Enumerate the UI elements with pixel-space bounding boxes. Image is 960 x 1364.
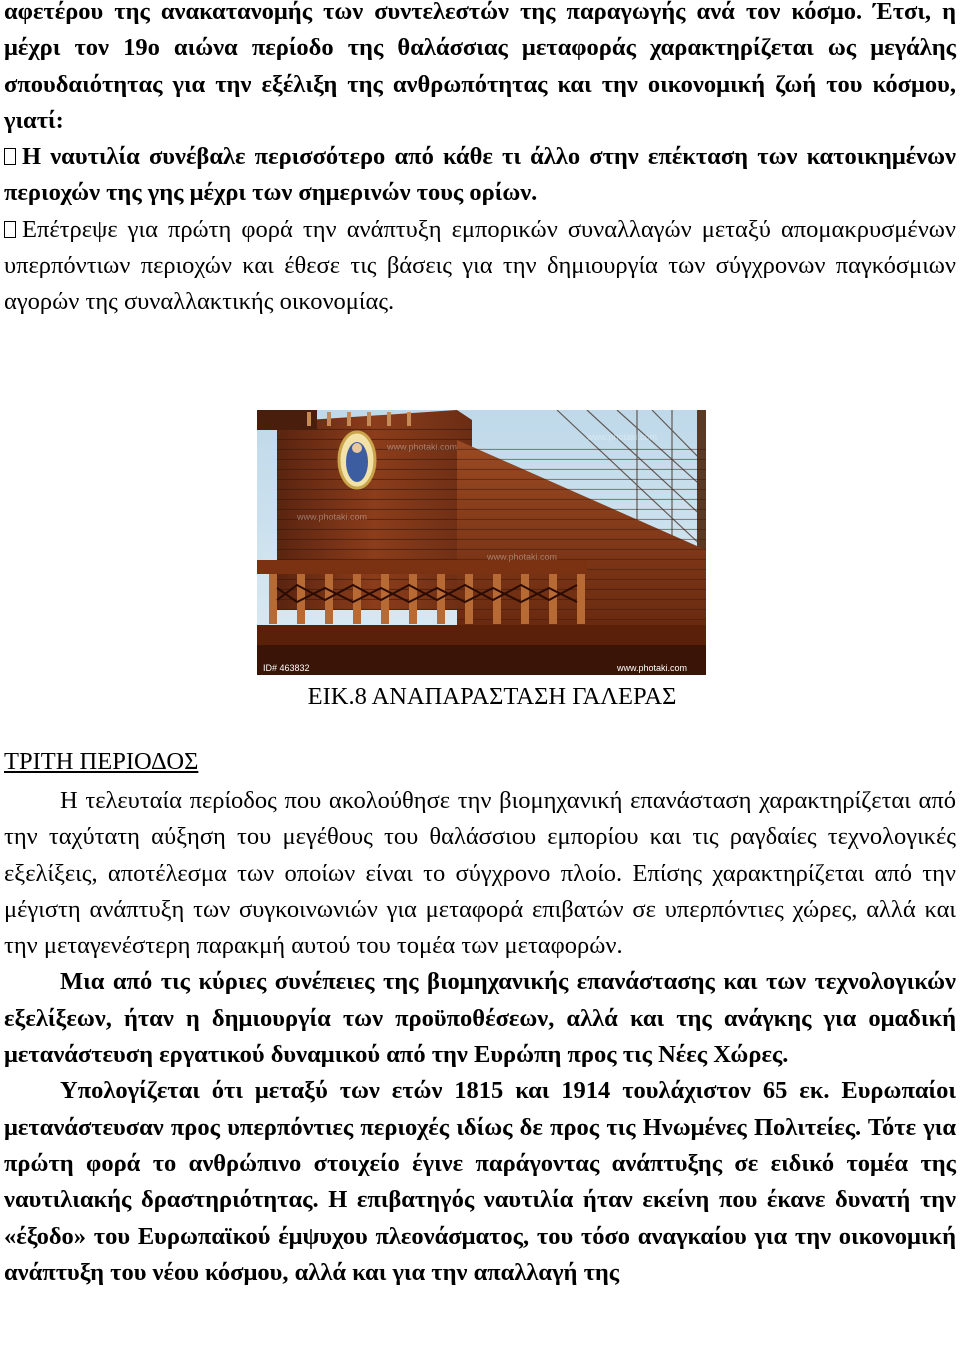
bullet-text: Η ναυτιλία συνέβαλε περισσότερο από κάθε τι άλλο στην επέκταση των κατοικημένων περιοχών της γης μέχρι των σημερινών τους ορίων. [4, 143, 956, 207]
watermark: www.photaki.com [297, 512, 368, 522]
galley-photo [257, 410, 706, 675]
checkbox-bullet-icon [4, 148, 16, 165]
figure-caption: ΕΙΚ.8 ΑΝΑΠΑΡΑΣΤΑΣΗ ΓΑΛΕΡΑΣ [307, 683, 677, 710]
watermark: www.photaki.com [487, 552, 558, 562]
intro-paragraph: αφετέρου της ανακατανομής των συντελεστών της παραγωγής ανά τον κόσμο. Έτσι, η μέχρι τον 19ο αιώνα περίοδο της θαλάσσιας μεταφοράς χαρακτηρίζεται ως μεγάλης σπουδαιότητας για την εξέλιξη της ανθρωπότητας και την οικονομική ζωή του κόσμου, γιατί: [4, 0, 956, 134]
watermark: www.photaki.com [387, 442, 458, 452]
bullet-item [4, 139, 956, 212]
galley-illustration [257, 410, 706, 675]
section-paragraph: Υπολογίζεται ότι μεταξύ των ετών 1815 και 1914 τουλάχιστον 65 εκ. Ευρωπαίοι μετανάστευσαν προς υπερπόντιες περιοχές ιδίως δε προς τις Ηνωμένες Πολιτείες. Τότε για πρώτη φορά το ανθρώπινο στοιχείο έγινε παράγοντας ανάπτυξης σε ειδικό τομέα της ναυτιλιακής δραστηριότητας. Η επιβατηγός ναυτιλία ήταν εκείνη που έκανε δυνατή την «έξοδο» του Ευρωπαϊκού έμψυχου πλεονάσματος, του τόσο αναγκαίου για την οικονομική ανάπτυξη του νέου κόσμου, αλλά και για την απαλλαγή της [4, 1077, 956, 1286]
section-title: ΤΡΙΤΗ ΠΕΡΙΟΔΟΣ [4, 748, 199, 775]
section-paragraph: Μια από τις κύριες συνέπειες της βιομηχανικής επανάστασης και των τεχνολογικών εξελίξεων, ήταν η δημιουργία των προϋποθέσεων, αλλά και της ανάγκης για ομαδική μετανάστευση εργατικού δυναμικού από την Ευρώπη προς τις Νέες Χώρες. [4, 968, 956, 1069]
bullet-item [4, 212, 956, 321]
section-body [4, 783, 956, 1291]
section-paragraph: Η τελευταία περίοδος που ακολούθησε την βιομηχανική επανάσταση χαρακτηρίζεται από την ταχύτατη αύξηση του μεγέθους του θαλάσσιου εμπορίου και τις ραγδαίες τεχνολογικές εξελίξεις, αποτέλεσμα των οποίων είναι το σύγχρονο πλοίο. Επίσης χαρακτηρίζεται από την μέγιστη ανάπτυξη των συγκοινωνιών για μεταφορά επιβατών σε υπερπόντιες χώρες, αλλά και την μεταγενέστερη παρακμή αυτού του τομέα των μεταφορών. [4, 787, 956, 960]
bullet-text: Επέτρεψε για πρώτη φορά την ανάπτυξη εμπορικών συναλλαγών μεταξύ απομακρυσμένων υπερπόντιων περιοχών και έθεσε τις βάσεις για την δημιουργία των σύγχρονων παγκόσμιων αγορών της συναλλακτικής οικονομίας. [4, 215, 956, 316]
intro-block [4, 0, 956, 321]
checkbox-bullet-icon [4, 221, 16, 238]
watermark: www.photaki.com [617, 663, 688, 673]
photo-id: ID# 463832 [263, 663, 310, 673]
watermark: www.photaki.com [587, 432, 658, 442]
